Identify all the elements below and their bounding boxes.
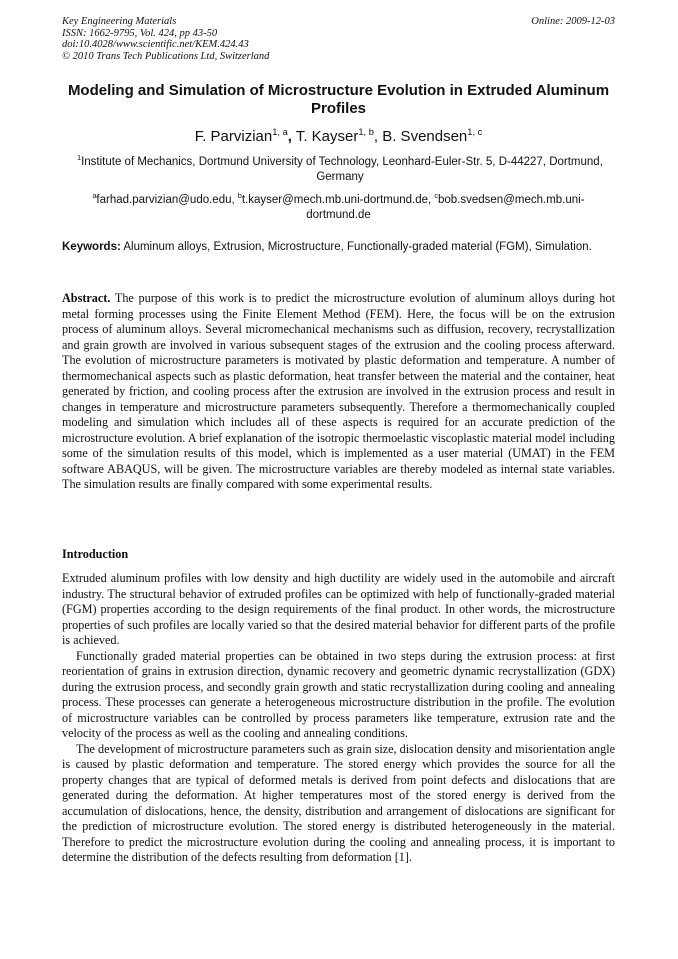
paragraph: The development of microstructure parameters such as grain size, dislocation density and misorientation angle is caused by plastic deformation and temperature. The stored energy which provides the source for all the property changes that are typical of deformed metals is derived from point defects and dislocations that are generated during the deformation. At higher temperatures most of the stored energy is derived from the accumulation of dislocations, hence, the density, distribution and arrangement of dislocations are significant for the prediction of microstructure evolution. The stored energy is distributed heterogeneously in the material. Therefore to predict the microstructure evolution during the cooling and annealing process, it is important to determine the distribution of the defects resulting from deformation [1].: [62, 741, 615, 864]
paragraph: Extruded aluminum profiles with low density and high ductility are widely used in the automobile and aircraft industry. The structural behavior of extruded profiles can be optimized with help of functionally-graded material (FGM) properties according to the design requirements of the final product. In other words, the microstructure properties of such profiles are locally varied so that the desired material behavior for different parts of the profile is achieved.: [62, 571, 615, 647]
affiliation-sup: 1: [77, 154, 82, 163]
keywords-text: Aluminum alloys, Extrusion, Microstructure, Functionally-graded material (FGM), Simulation.: [123, 241, 592, 253]
abstract-text: The purpose of this work is to predict the microstructure evolution of aluminum alloys during hot metal forming processes using the Finite Element Method (FEM). Here, the focus will be on the extrusion process of aluminum alloys. Several micromechanical mechanisms such as diffusion, recovery, recrystallization and grain growth are involved in various subsequent stages of the extrusion and the cooling process afterward. The evolution of microstructure parameters is motivated by plastic deformation and temperature. A number of thermomechanical aspects such as plastic deformation, heat transfer between the material and the container, heat generated by friction, and cooling process after the extrusion are involved in the extrusion process and result in changes in temperature and microstructure parameters subsequently. Therefore a thermomechanically coupled modeling and simulation which includes all of these aspects is required for an accurate prediction of the microstructure evolution. A brief explanation of the isotropic thermoelastic viscoplastic material model including some of the simulation results of this model, which is implemented as a user material (UMAT) in the FEM software ABAQUS, will be given. The microstructure variables are thereby modeled as internal state variables. The simulation results are finally compared with some experimental results.: [62, 291, 616, 491]
paper-title: Modeling and Simulation of Microstructure Evolution in Extruded Aluminum Profiles: [67, 82, 610, 117]
email-link[interactable]: farhad.parvizian@udo.edu: [96, 194, 232, 206]
email-list: $^a$farhad.parvizian@udo.edu, $^b$t.kayser@mech.mb.uni-dortmund.de, $^c$bob.svedsen@mech.mb.uni-dortmund.de: [92, 192, 585, 221]
abstract: [62, 291, 615, 493]
journal-name: Key Engineering Materials: [62, 16, 177, 27]
journal-header: [62, 16, 615, 62]
keywords: [62, 240, 615, 255]
affiliation-text: Institute of Mechanics, Dortmund University of Technology, Leonhard-Euler-Str. 5, D-44227, Dortmund, Germany: [81, 156, 603, 183]
author-list: F. Parvizian$^{1, a}$, T. Kayser$^{1, b}$, B. Svendsen$^{1, c}$: [194, 127, 483, 145]
author-name: T. Kayser: [295, 128, 359, 145]
journal-copyright: © 2010 Trans Tech Publications Ltd, Switzerland: [62, 50, 270, 62]
email-sup: a: [92, 192, 97, 201]
author-name: F. Parvizian: [194, 128, 273, 145]
email-link[interactable]: t.kayser@mech.mb.uni-dortmund.de: [241, 194, 429, 206]
keywords-label: Keywords:: [62, 241, 121, 253]
journal-issn: ISSN: 1662-9795, Vol. 424, pp 43-50: [62, 27, 218, 39]
online-date: Online: 2009-12-03: [531, 16, 615, 27]
email-sup: b: [237, 192, 242, 201]
affiliation: [70, 155, 610, 184]
section-heading: Introduction: [62, 547, 129, 561]
paragraph: Functionally graded material properties can be obtained in two steps during the extrusion process: at first reorientation of grains in extrusion direction, dynamic recovery and geometric dynamic recrystallization (GDX) during the extrusion process, and secondly grain growth and static recrystallization during cooling and annealing process. These processes can generate a heterogeneous microstructure distribution in the profile. The evolution of microstructure variables can be controlled by process parameters like temperature, extrusion rate and the velocity of the process as well as the cooling and annealing conditions.: [62, 648, 615, 740]
journal-doi: doi:10.4028/www.scientific.net/KEM.424.43: [62, 39, 249, 50]
author-sup: 1, a: [272, 127, 288, 137]
email-sup: c: [434, 192, 438, 201]
author-name: B. Svendsen: [382, 128, 468, 145]
email-link[interactable]: bob.svedsen@mech.mb.uni-dortmund.de: [306, 194, 585, 221]
introduction-body: [62, 571, 615, 866]
abstract-label: Abstract.: [62, 291, 111, 305]
author-sup: 1, b: [358, 127, 374, 137]
author-sup: 1, c: [467, 127, 483, 137]
